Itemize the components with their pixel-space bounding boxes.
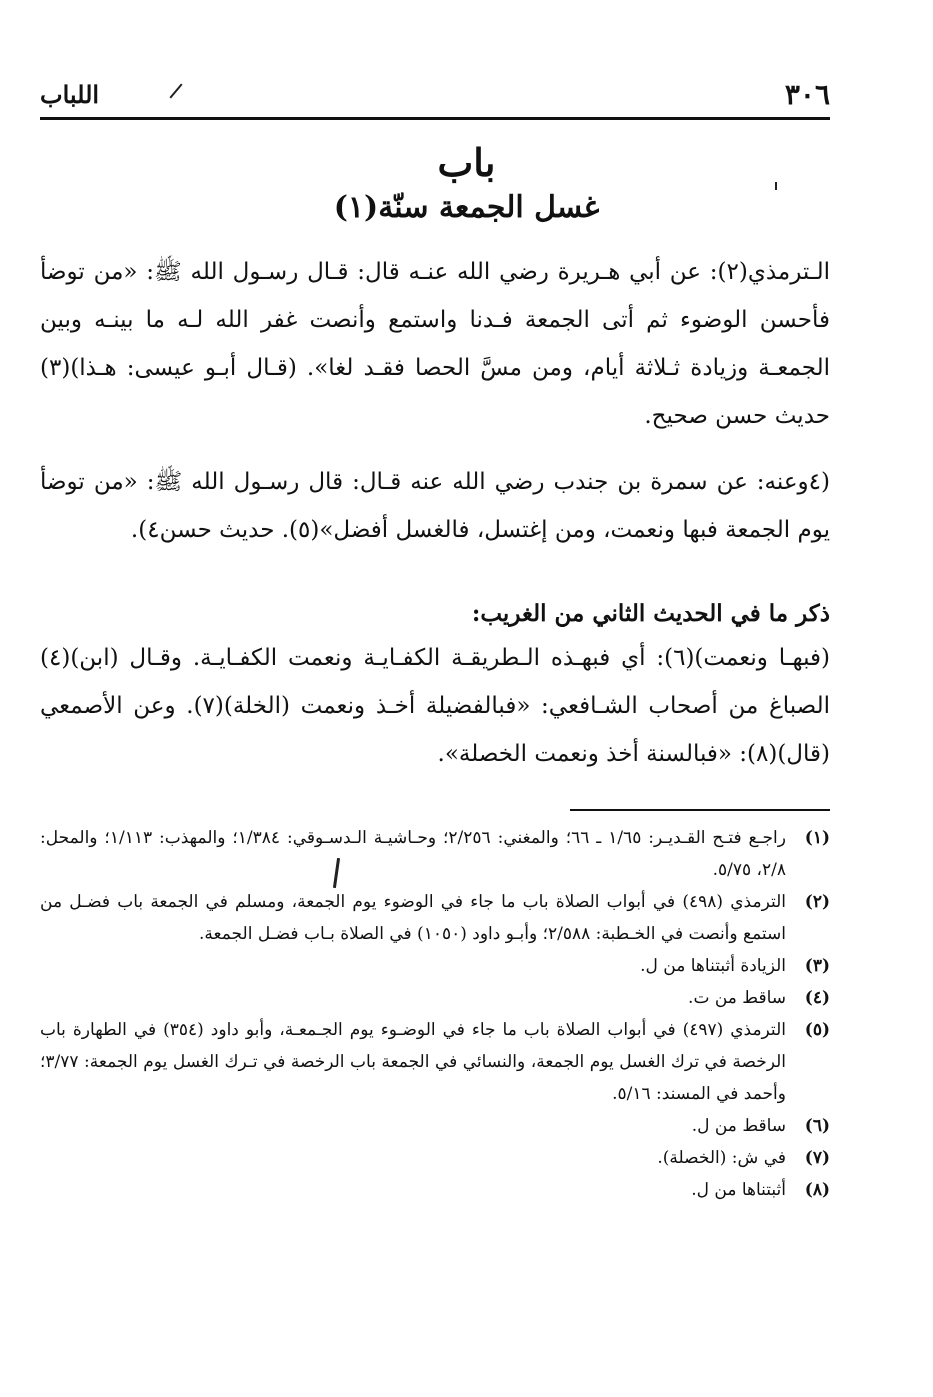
footnotes [40, 822, 830, 1206]
footnote-text: أثبتناها من ل. [691, 1180, 786, 1200]
footnote-number: (٦) [804, 1116, 830, 1136]
footnote-3 [40, 950, 830, 982]
footnote-text: راجـع فتـح القـديـر: ١/٦٥ ـ ٦٦؛ والمغني: ٢/٢٥٦؛ وحـاشيـة الـدسـوقي: ١/٣٨٤؛ والمهذب: ١/١١٣؛ والمحل: ٢/٨، ٥/٧٥. [40, 828, 786, 880]
footnote-number: (٧) [804, 1148, 830, 1168]
footnote-number: (٥) [804, 1020, 830, 1040]
chapter-title: غسل الجمعة سنّة(١) [333, 190, 600, 225]
gharib-heading: ذكر ما في الحديث الثاني من الغريب: [471, 600, 830, 627]
page-number: ٣٠٦ [784, 78, 830, 111]
footnote-6 [40, 1110, 830, 1142]
footnote-7 [40, 1142, 830, 1174]
page-header [40, 78, 830, 118]
header-rule [40, 117, 830, 120]
footnote-rule [570, 809, 830, 811]
footnote-text: الزيادة أثبتناها من ل. [640, 956, 786, 976]
running-title: اللباب [40, 80, 100, 109]
footnote-number: (٤) [804, 988, 830, 1008]
footnote-text: ساقط من ل. [691, 1116, 786, 1136]
footnote-text: الترمذي (٤٩٨) في أبواب الصلاة باب ما جاء في الوضوء يوم الجمعة، ومسلم في الجمعة باب فضـل من استمع وأنصت في الخـطبة: ٢/٥٨٨؛ وأبـو داود (١٠٥٠) في الصلاة بـاب فضـل الجمعة. [40, 892, 786, 944]
footnote-number: (٨) [804, 1180, 830, 1200]
hadith-paragraph-1: الـترمذي(٢): عن أبي هـريرة رضي الله عنـه قال: قـال رسـول الله ﷺ: «من توضأ فأحسن الوضوء ثم أتى الجمعة فـدنا واستمع وأنصت غفر الله لـه ما بينـه وبين الجمعـة وزيادة ثـلاثة أيام، ومن مسَّ الحصا فقـد لغا». (قـال أبـو عيسى: هـذا)(٣) حديث حسن صحيح. [40, 259, 830, 429]
hadith-paragraph-2: (٤وعنه: عن سمرة بن جندب رضي الله عنه قـال: قال رسـول الله ﷺ: «من توضأ يوم الجمعة فبها ونعمت، ومن إغتسل، فالغسل أفضل»(٥). حديث حسن٤). [40, 469, 830, 543]
footnote-1 [40, 822, 830, 886]
footnote-number: (٣) [804, 956, 830, 976]
footnote-text: الترمذي (٤٩٧) في أبواب الصلاة باب ما جاء في الوضـوء يوم الجـمعـة، وأبو داود (٣٥٤) في الطهارة باب الرخصة في ترك الغسل يوم الجمعة، والنسائي في الجمعة باب الرخصة في تـرك الغسل يوم الجمعة: ٣/٧٧؛ وأحمد في المسند: ٥/١٦. [40, 1020, 786, 1104]
chapter-word: باب [437, 140, 496, 185]
footnote-number: (٢) [804, 892, 830, 912]
footnote-2 [40, 886, 830, 950]
gharib-paragraph: (فبهـا ونعمت)(٦): أي فبهـذه الـطريقـة الكفـايـة ونعمت الكفـايـة. وقـال (ابن)(٤) الصباغ من أصحاب الشـافعي: «فبالفضيلة أخـذ ونعمت (الخلة)(٧). وعن الأصمعي (قال)(٨): «فبالسنة أخذ ونعمت الخصلة». [40, 645, 831, 767]
footnote-text: في ش: (الخصلة). [657, 1148, 786, 1168]
footnote-text: ساقط من ت. [688, 988, 786, 1008]
footnote-number: (١) [804, 828, 830, 848]
scan-mark [775, 182, 777, 190]
footnote-8 [40, 1174, 830, 1206]
footnote-4 [40, 982, 830, 1014]
footnote-5 [40, 1014, 830, 1110]
